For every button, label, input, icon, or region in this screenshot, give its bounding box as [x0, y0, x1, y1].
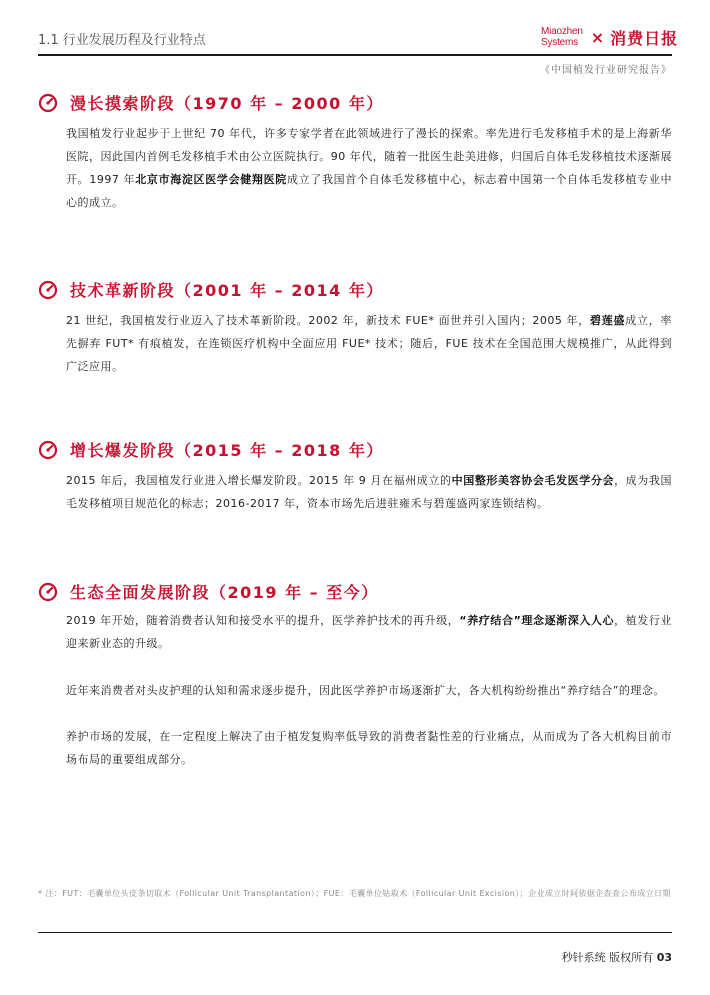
header-rule	[38, 54, 672, 56]
footer	[562, 949, 672, 965]
section-heading	[38, 91, 384, 114]
gauge-icon	[38, 93, 58, 113]
section-title: 漫长摸索阶段（1970 年 – 2000 年）	[70, 94, 384, 113]
section-paragraph: 我国植发行业起步于上世纪 70 年代，许多专家学者在此领域进行了漫长的探索。率先进行毛发移植手术的是上海新华医院，因此国内首例毛发移植手术由公立医院执行。90 年代，随着一批医生赴美进修，归国后自体毛发移植技术逐渐展开。1997 年北京市海淀区医学会健翔医院成立了我国首个自体毛发移植中心，标志着中国第一个自体毛发移植专业中心的成立。	[66, 127, 673, 209]
section-paragraph: 近年来消费者对头皮护理的认知和需求逐步提升，因此医学养护市场逐渐扩大，各大机构纷纷推出“养疗结合”的理念。	[66, 684, 665, 697]
section-paragraph: 2015 年后，我国植发行业进入增长爆发阶段。2015 年 9 月在福州成立的中国整形美容协会毛发医学分会，成为我国毛发移植项目规范化的标志；2016-2017 年，资本市场先后进驻雍禾与碧莲盛两家连锁结构。	[66, 474, 672, 510]
section-paragraph: 21 世纪，我国植发行业迈入了技术革新阶段。2002 年，新技术 FUE* 面世并引入国内；2005 年，碧莲盛成立，率先摒弃 FUT* 有痕植发，在连锁医疗机构中全面应用 FUE* 技术；随后，FUE 技术在全国范围大规模推广，从此得到广泛应用。	[66, 314, 673, 373]
copyright-text: 秒针系统 版权所有	[561, 951, 654, 964]
footer-rule	[38, 932, 672, 933]
co-brand-logo	[541, 22, 678, 52]
logo-separator: ×	[590, 27, 605, 47]
section-paragraph: 养护市场的发展，在一定程度上解决了由于植发复购率低导致的消费者黏性差的行业痛点，从而成为了各大机构目前市场布局的重要组成部分。	[66, 730, 672, 766]
section-heading	[38, 278, 384, 301]
partner-logo: 消费日报	[610, 28, 679, 48]
section-title: 增长爆发阶段（2015 年 – 2018 年）	[70, 441, 384, 460]
report-name: 《中国植发行业研究报告》	[540, 65, 672, 76]
footnote: * 注：FUT：毛囊单位头皮条切取术（Follicular Unit Transplantation）；FUE：毛囊单位钻取术（Follicular Unit Excision）；企业成立时间依据企查查公布成立日期	[38, 889, 671, 898]
miaozhen-logo: Miaozhen Systems	[541, 26, 583, 48]
section-heading	[38, 580, 379, 603]
section-title: 生态全面发展阶段（2019 年 – 至今）	[70, 583, 379, 602]
gauge-icon	[38, 280, 58, 300]
section-title: 技术革新阶段（2001 年 – 2014 年）	[70, 281, 384, 300]
gauge-icon	[38, 440, 58, 460]
section-paragraph: 2019 年开始，随着消费者认知和接受水平的提升，医学养护技术的再升级，“养疗结合”理念逐渐深入人心，植发行业迎来新业态的升级。	[66, 614, 672, 650]
section-breadcrumb: 1.1 行业发展历程及行业特点	[38, 33, 206, 48]
page-number: 03	[656, 951, 672, 964]
gauge-icon	[38, 582, 58, 602]
section-heading	[38, 438, 384, 461]
